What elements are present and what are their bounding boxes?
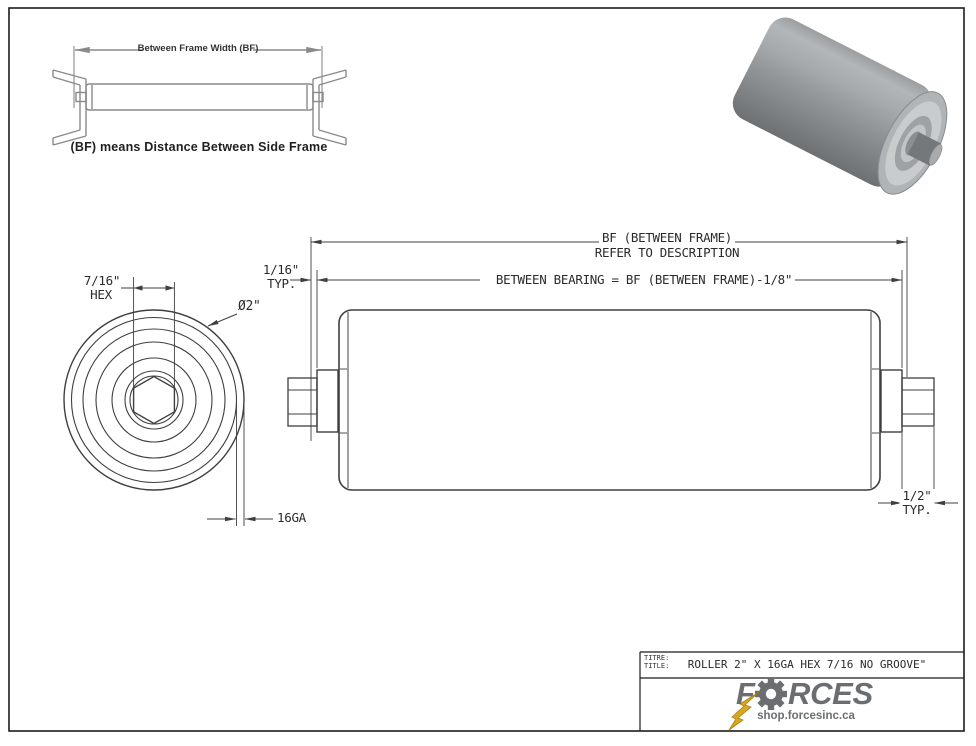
hex-bore — [134, 377, 175, 424]
explainer-caption: (BF) means Distance Between Side Frame — [70, 140, 328, 154]
end-view-drawing — [64, 277, 273, 526]
explainer-dim-label: Between Frame Width (BF) — [137, 43, 259, 54]
gear-icon — [755, 678, 787, 710]
title-block-label-title: TITLE: — [644, 662, 670, 670]
bf-dim-line2: REFER TO DESCRIPTION — [594, 245, 740, 260]
shaft-len-typ: TYP. — [900, 503, 935, 517]
drawing-title: ROLLER 2" X 16GA HEX 7/16 NO GROOVE" — [687, 658, 927, 671]
right-shaft — [902, 378, 934, 426]
left-shaft — [288, 378, 317, 426]
title-block-label-titre: TITRE: — [644, 654, 670, 662]
roller-body — [339, 310, 880, 490]
diameter-label: Ø2" — [238, 299, 261, 314]
logo-letter-f: F — [736, 676, 755, 711]
right-side-frame — [313, 70, 346, 145]
hex-text-label: HEX — [90, 287, 112, 302]
shaft-len-dim: 1/2" — [900, 489, 935, 503]
right-bearing — [881, 370, 902, 432]
left-side-frame — [53, 70, 86, 145]
logo-letters-rces: RCES — [788, 676, 873, 711]
between-bearing-dim: BETWEEN BEARING = BF (BETWEEN FRAME)-1/8" — [493, 273, 795, 287]
left-bearing — [317, 370, 338, 432]
end-gap-typ: TYP. — [267, 276, 296, 291]
explainer-diagram — [53, 43, 346, 145]
logo-website: shop.forcesinc.ca — [757, 710, 855, 722]
gauge-label: 16GA — [277, 510, 306, 525]
bf-dim-line1: BF (BETWEEN FRAME) — [599, 231, 735, 245]
explainer-roller — [86, 84, 313, 110]
end-gap-dim: 1/16" — [262, 262, 299, 277]
roller-3d-render — [727, 11, 965, 206]
hex-size-label: 7/16" — [83, 273, 121, 288]
